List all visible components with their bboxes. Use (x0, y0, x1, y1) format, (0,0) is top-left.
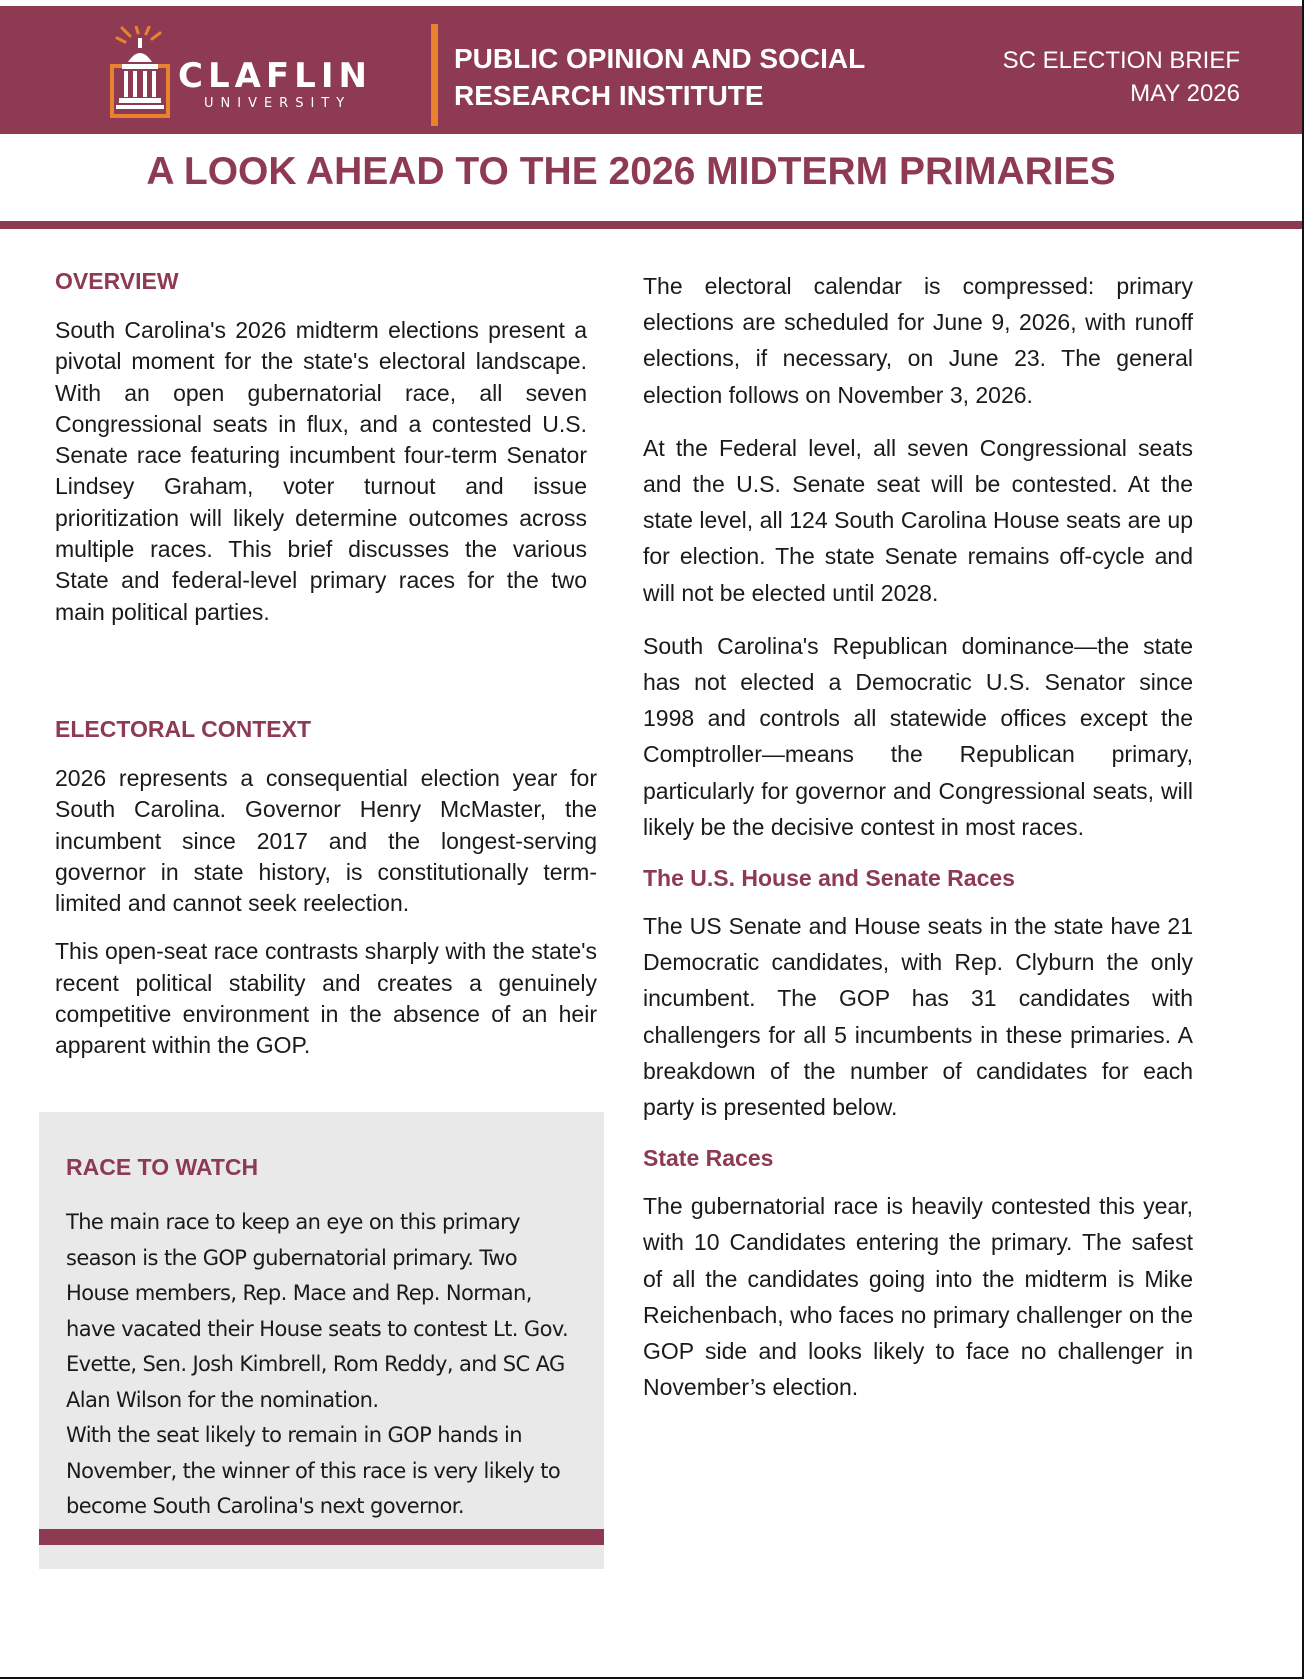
race-to-watch-accent-bar (39, 1529, 604, 1545)
institute-line-2: RESEARCH INSTITUTE (454, 80, 764, 111)
race-to-watch-paragraph-1: The main race to keep an eye on this primary season is the GOP gubernatorial primary. Two House members, Rep. Mace and Rep. Norman, have vacated their House seats to contest Lt. Gov. Evette, Sen. Josh Kimbrell, Rom Reddy, and SC AG Alan Wilson for the nomination. (66, 1210, 569, 1412)
race-to-watch-heading: RACE TO WATCH (66, 1154, 259, 1180)
electoral-context-paragraph-1: 2026 represents a consequential election year for South Carolina. Governor Henry McMaster, the incumbent since 2017 and the longest-serving governor in state history, is constitutionally term-limited and cannot seek reelection. (55, 764, 597, 917)
calendar-paragraph: The electoral calendar is compressed: primary elections are scheduled for June 9, 2026, with runoff elections, if necessary, on June 23. The general election follows on November 3, 2026. (643, 273, 1193, 408)
title-divider (0, 221, 1302, 229)
building-dome-icon (108, 26, 172, 118)
brief-type: SC ELECTION BRIEF (1002, 47, 1240, 74)
logo-name: CLAFLIN (178, 56, 372, 96)
republican-dominance-paragraph: South Carolina's Republican dominance—the state has not elected a Democratic U.S. Senator since 1998 and controls all statewide offices except the Comptroller—means the Republican primary, particularly for governor and Congressional seats, will likely be the decisive contest in most races. (643, 632, 1193, 840)
house-senate-heading: The U.S. House and Senate Races (643, 865, 1015, 892)
overview-text: South Carolina's 2026 midterm elections present a pivotal moment for the state's electoral landscape. With an open gubernatorial race, all seven Congressional seats in flux, and a contested U.S. Senate race featuring incumbent four-term Senator Lindsey Graham, voter turnout and issue prioritization will likely determine outcomes across multiple races. This brief discusses the various State and federal-level primary races for the two main political parties. (55, 317, 587, 625)
institute-line-1: PUBLIC OPINION AND SOCIAL (454, 43, 866, 74)
page-title: A LOOK AHEAD TO THE 2026 MIDTERM PRIMARIES (146, 150, 1116, 193)
header-divider (431, 24, 438, 126)
logo-subtitle: UNIVERSITY (204, 96, 352, 111)
electoral-context-heading: ELECTORAL CONTEXT (55, 715, 311, 742)
brief-label (1003, 44, 1240, 110)
right-column (643, 268, 1193, 1405)
race-to-watch-box (39, 1112, 604, 1569)
university-logo (108, 26, 398, 122)
left-column (55, 268, 597, 1062)
overview-heading: OVERVIEW (55, 268, 179, 294)
electoral-context-paragraph-2: This open-seat race contrasts sharply with the state's recent political stability and creates a genuinely competitive environment in the absence of an heir apparent within the GOP. (55, 938, 597, 1059)
state-races-text: The gubernatorial race is heavily contested this year, with 10 Candidates entering the primary. The safest of all the candidates going into the midterm is Mike Reichenbach, who faces no primary challenger on the GOP side and looks likely to face no challenger in November’s election. (643, 1193, 1193, 1401)
brief-date: MAY 2026 (1130, 80, 1240, 107)
federal-state-paragraph: At the Federal level, all seven Congressional seats and the U.S. Senate seat will be contested. At the state level, all 124 South Carolina House seats are up for election. The state Senate remains off-cycle and will not be elected until 2028. (643, 434, 1193, 606)
header-banner (0, 6, 1302, 134)
race-to-watch-paragraph-2: With the seat likely to remain in GOP hands in November, the winner of this race is very likely to become South Carolina's next governor. (66, 1423, 561, 1518)
race-to-watch-text (66, 1205, 571, 1525)
institute-name (454, 40, 914, 114)
state-races-heading: State Races (643, 1145, 774, 1172)
house-senate-text: The US Senate and House seats in the state have 21 Democratic candidates, with Rep. Clyburn the only incumbent. The GOP has 31 candidates with challengers for all 5 incumbents in these primaries. A breakdown of the number of candidates for each party is presented below. (643, 913, 1193, 1121)
